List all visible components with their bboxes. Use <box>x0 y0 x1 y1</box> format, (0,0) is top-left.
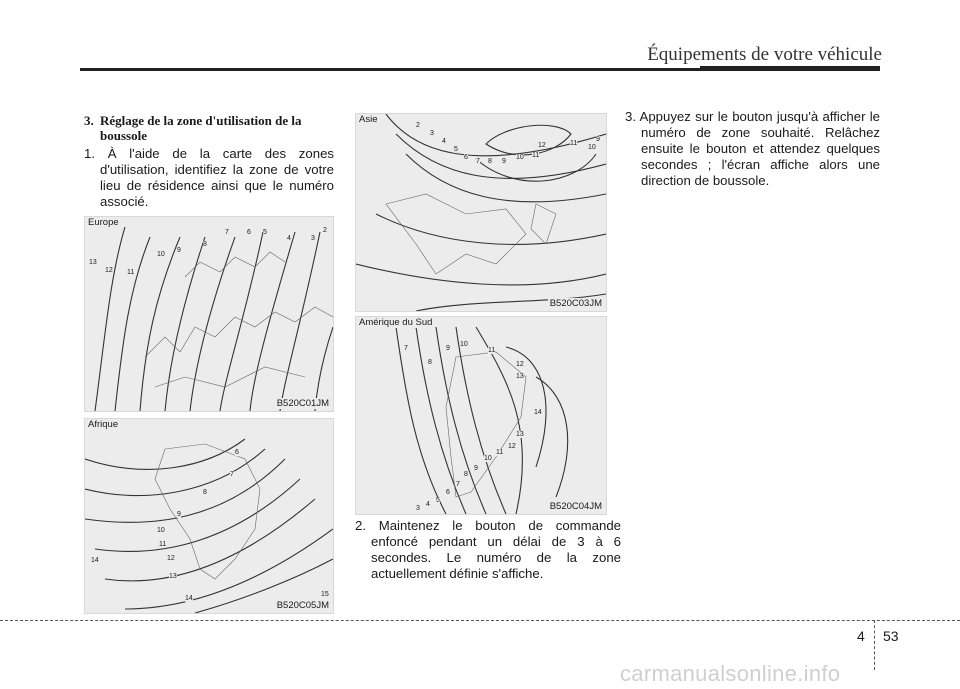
zone-number: 3 <box>430 130 434 137</box>
zone-number: 4 <box>287 235 291 242</box>
header-rule-accent <box>700 66 880 71</box>
watermark: carmanualsonline.info <box>620 661 841 686</box>
zone-number: 9 <box>474 465 478 472</box>
zone-number: 10 <box>484 455 492 462</box>
zone-number: 15 <box>321 591 329 598</box>
zone-number: 12 <box>508 443 516 450</box>
section-title-line1: Réglage de la zone d'utilisation de la <box>100 113 302 128</box>
zone-number: 11 <box>159 541 167 548</box>
zone-number: 7 <box>404 345 408 352</box>
zone-number: 14 <box>185 595 193 602</box>
map-amerique-label: Amérique du Sud <box>359 317 433 328</box>
column-right <box>625 109 880 189</box>
map-asie <box>355 113 607 312</box>
zone-number: 4 <box>426 501 430 508</box>
map-afrique <box>84 418 334 614</box>
zone-number: 8 <box>464 471 468 478</box>
zone-number: 5 <box>454 146 458 153</box>
zone-number: 2 <box>416 122 420 129</box>
zone-number: 11 <box>488 347 496 354</box>
zone-number: 9 <box>177 247 181 254</box>
zone-number: 7 <box>230 471 234 478</box>
zone-number: 9 <box>446 345 450 352</box>
zone-number: 3 <box>311 235 315 242</box>
zone-number: 5 <box>263 229 267 236</box>
zone-number: 6 <box>446 489 450 496</box>
footer-divider <box>874 620 875 670</box>
zone-number: 12 <box>105 267 113 274</box>
zone-number: 13 <box>89 259 97 266</box>
zone-number: 11 <box>496 449 504 456</box>
zone-number: 9 <box>502 158 506 165</box>
map-amerique-code: B520C04JM <box>549 501 602 512</box>
map-europe-label: Europe <box>88 217 119 228</box>
map-asie-drawing <box>356 114 606 311</box>
zone-number: 5 <box>436 497 440 504</box>
zone-number: 13 <box>516 431 524 438</box>
map-asie-label: Asie <box>359 114 378 125</box>
zone-number: 14 <box>91 557 99 564</box>
zone-number: 11 <box>127 269 135 276</box>
map-amerique-du-sud <box>355 316 607 515</box>
zone-number: 12 <box>538 142 546 149</box>
map-europe-drawing <box>85 217 333 411</box>
zone-number: 2 <box>323 227 327 234</box>
zone-number: 11 <box>570 140 578 147</box>
zone-number: 10 <box>588 144 596 151</box>
zone-number: 13 <box>169 573 177 580</box>
map-europe <box>84 216 334 412</box>
step-2-text: 2. Maintenez le bouton de commande enfoncé pendant un délai de 3 à 6 secondes. Le numéro de la zone actuellement définie s'affiche. <box>355 518 621 581</box>
zone-number: 6 <box>235 449 239 456</box>
zone-number: 6 <box>247 229 251 236</box>
step-3-text: 3. Appuyez sur le bouton jusqu'à afficher le numéro de zone souhaité. Relâchez ensuite le bouton et attendez quelques secondes ; l'écran affiche alors une direction de boussole. <box>625 109 880 188</box>
zone-number: 12 <box>167 555 175 562</box>
zone-number: 12 <box>516 361 524 368</box>
map-amerique-drawing <box>356 317 606 514</box>
zone-number: 3 <box>416 505 420 512</box>
zone-number: 10 <box>157 251 165 258</box>
chapter-number: 4 <box>857 628 865 644</box>
zone-number: 6 <box>464 154 468 161</box>
zone-number: 10 <box>516 154 524 161</box>
section-title <box>84 113 334 143</box>
zone-number: 10 <box>157 527 165 534</box>
section-number: 3. <box>84 113 94 128</box>
page-number: 53 <box>883 628 899 644</box>
page-header-title: Équipements de votre véhicule <box>647 44 882 65</box>
step-1-text: 1. À l'aide de la carte des zones d'utilisation, identifiez la zone de votre lieu de résidence ainsi que le numéro associé. <box>84 146 334 209</box>
zone-number: 8 <box>203 241 207 248</box>
zone-number: 8 <box>488 158 492 165</box>
zone-number: 10 <box>460 341 468 348</box>
map-asie-code: B520C03JM <box>549 298 602 309</box>
zone-number: 13 <box>516 373 524 380</box>
zone-number: 4 <box>442 138 446 145</box>
zone-number: 8 <box>428 359 432 366</box>
zone-number: 9 <box>596 136 600 143</box>
zone-number: 7 <box>225 229 229 236</box>
zone-number: 7 <box>476 158 480 165</box>
zone-number: 8 <box>203 489 207 496</box>
zone-number: 11 <box>532 152 540 159</box>
column-left <box>84 113 334 210</box>
map-europe-code: B520C01JM <box>276 398 329 409</box>
zone-number: 14 <box>534 409 542 416</box>
map-afrique-drawing <box>85 419 333 613</box>
map-afrique-code: B520C05JM <box>276 600 329 611</box>
footer-dashed-rule <box>0 620 960 621</box>
map-afrique-label: Afrique <box>88 419 119 430</box>
section-title-line2: boussole <box>100 128 147 143</box>
zone-number: 9 <box>177 511 181 518</box>
zone-number: 7 <box>456 481 460 488</box>
